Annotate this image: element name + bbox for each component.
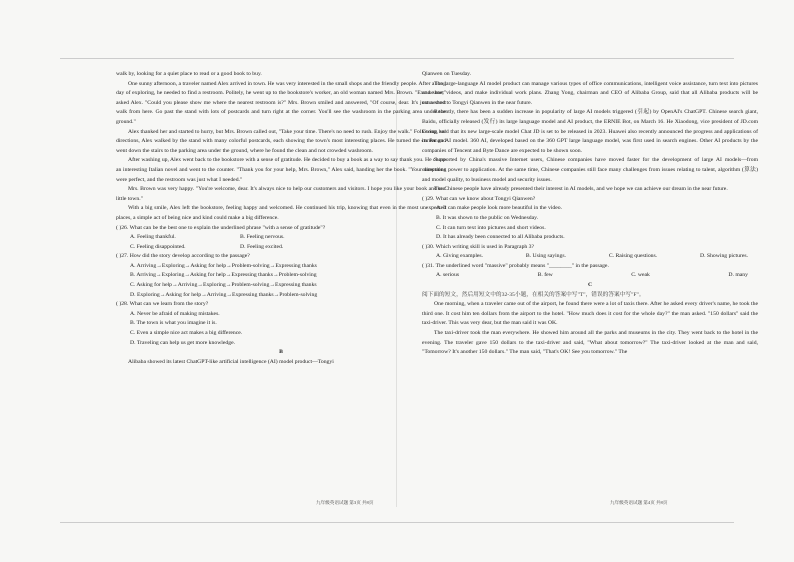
paragraph: Alex thanked her and started to hurry, but Mrs. Brown called out, "Take your time. There's no need to rush. Enjoy the walk." Following her directions, Alex walked by the stand with many colorful postcards, each showing the town's most interesting places. He turned the corner and went down the stairs to the parking area under the ground, where he found the clean and not crowded washroom. [116, 128, 446, 154]
option: C. weak [631, 272, 650, 279]
question-29: ( )29. What can we know about Tongyi Qianwen? [422, 195, 536, 202]
option: D. It has already been connected to all Alibaba products. [436, 234, 565, 241]
option: B. The town is what you imagine it is. [130, 320, 217, 327]
option: D. Exploring→Asking for help→Arriving→Expressing thanks→Problem-solving [130, 291, 318, 298]
section-heading-c: C [587, 282, 593, 289]
option: C. Feeling disappointed. [130, 243, 186, 250]
option: D. many [728, 272, 748, 279]
paragraph: Mrs. Brown was very happy. "You're welcome, dear. It's always nice to help our customers and visitors. I hope you like your book and our little town." [116, 186, 446, 202]
paragraph: The large-language AI model product can manage various types of office communications, intelligent voice assistance, turn text into pictures and short videos, and make individual work plans. Zhang Yong, chairman and CEO of Alibaba Group, said that all Alibaba products will be connected to Tongyi Qianwen in the near future. [422, 80, 758, 106]
option: C. Even a simple nice act makes a big difference. [130, 330, 243, 337]
page-footer-left: 九年级英语试题 第3页 共8页 [316, 500, 374, 505]
top-scan-edge [60, 58, 734, 59]
option: D. Feeling excited. [240, 243, 284, 250]
paragraph: With a big smile, Alex left the bookstore, feeling happy and welcomed. He continued his trip, knowing that even in the most unexpected places, a simple act of being nice and kind could make a big difference. [116, 205, 446, 221]
question-28: ( )28. What can we learn from the story? [116, 301, 209, 308]
paragraph: After washing up, Alex went back to the bookstore with a sense of gratitude. He decided to buy a book as a way to say thank you. He chose an interesting Italian novel and went to the counter. "Thank you for your help, Mrs. Brown," Alex said, handing her the book. "Your directions were perfect, and the restroom was just what I needed." [116, 157, 446, 183]
option: C. Raising questions. [608, 253, 658, 260]
option: C. It can turn text into pictures and short videos. [436, 224, 546, 231]
paragraph: Supported by China's massive Internet users, Chinese companies have moved faster for the development of large AI models—from computing power to application. At the same time, Chinese companies still face many challenges from issues relating to talent, algorithm (算法) and model quality, to business model and security issues. [422, 157, 758, 183]
option: A. It can make people look more beautiful in the video. [436, 205, 563, 212]
options-row [130, 243, 446, 253]
option: B. few [537, 272, 553, 279]
paragraph: walk by, looking for a quiet place to read or a good book to buy. [116, 71, 262, 77]
option: A. Feeling thankful. [130, 234, 176, 241]
option: A. Never be afraid of making mistakes. [130, 310, 220, 317]
option: A. Arriving→Exploring→Asking for help→Problem-solving→Expressing thanks [130, 262, 317, 269]
page-footer-right: 九年级英语试题 第4页 共8页 [610, 500, 668, 505]
section-heading-b: B [279, 349, 283, 356]
option: B. Feeling nervous. [240, 234, 285, 241]
right-page [422, 70, 758, 358]
question-31: ( )31. The underlined word "massive" probably means "________" in the passage. [422, 262, 609, 269]
paragraph: The Chinese people have already presented their interest in AI models, and we hope we can achieve our dream in the near future. [434, 186, 728, 193]
option: A. serious [436, 272, 460, 279]
option: B. Arriving→Exploring→Asking for help→Expressing thanks→Problem-solving [130, 272, 317, 279]
options-row [130, 233, 446, 243]
question-27: ( )27. How did the story develop according to the passage? [116, 253, 250, 260]
options-row [436, 271, 758, 281]
bottom-scan-edge [60, 522, 734, 523]
paragraph: Alibaba showed its latest ChatGPT-like artificial intelligence (AI) model product—Tongyi [128, 358, 334, 365]
paragraph: The taxi-driver took the man everywhere. He showed him around all the parks and museums in the city. They went back to the hotel in the evening. The traveler gave 150 dollars to the taxi-driver and said, "What about tomorrow?" The taxi-driver looked at the man and said, "Tomorrow? It's another 150 dollars." The man said, "That's OK! See you tomorrow." The [422, 330, 758, 356]
option: B. It was shown to the public on Wednesday. [436, 214, 539, 221]
paragraph: One morning, when a traveler came out of the airport, he found there were a lot of taxis there. After he asked every driver's name, he took the third one. It cost him ten dollars from the airport to the hotel. "How much does it cost for the whole day?" the man asked. "150 dollars" said the taxi-driver. This was very dear, but the man said it was OK. [422, 301, 758, 327]
option: C. Asking for help→Arriving→Exploring→Problem-solving→Expressing thanks [130, 282, 317, 289]
option: A. Giving examples. [436, 253, 484, 260]
options-row [436, 252, 758, 262]
question-26: ( )26. What can be the best one to explain the underlined phrase "with a sense of gratitude"? [116, 224, 326, 231]
left-page [116, 70, 446, 367]
section-instruction: 阅下面的短文，然后用短文中的32-35小题，在相关的答案中写"T"，错误的答案中写"F"。 [422, 291, 645, 298]
option: D. Traveling can help us get more knowledge. [130, 339, 236, 346]
question-30: ( )30. Which writing skill is used in Paragraph 3? [422, 243, 535, 250]
option: B. Using sayings. [525, 253, 567, 260]
paragraph: Qianwen on Tuesday. [422, 71, 472, 77]
option: D. Showing pictures. [699, 253, 748, 260]
paragraph: One sunny afternoon, a traveler named Alex arrived in town. He was very interested in the small shops and the friendly people. After a long day of exploring, he needed to find a restroom. Politely, he went up to the bookstore's worker, an old woman named Mrs. Brown. "Excuse me," asked Alex. "Could you please show me where the nearest restroom is?" Mrs. Brown smiled and answered, "Of course, dear. It's just a short walk from here. Go past the stand with lots of postcards and turn right at the corner. You'll see the washroom in the parking area under the ground." [116, 80, 446, 125]
paragraph: Recently, there has been a sudden increase in popularity of large AI models triggered (引起) by OpenAI's ChatGPT. Chinese search giant, Baidu, officially released (发行) its large language model and AI product, the ERNIE Bot, on March 16. He Xiaodong, vice president of JD.com Group, said that its new large-scale model Chat JD is set to be released in 2023. Huawei also recently announced the progress and applications of its Pangu AI model. 360 AI, developed based on the 360 GPT large language model, was first used in search engines. Other AI products by the companies of Tencent and Byte Dance are expected to be shown soon. [422, 109, 758, 154]
